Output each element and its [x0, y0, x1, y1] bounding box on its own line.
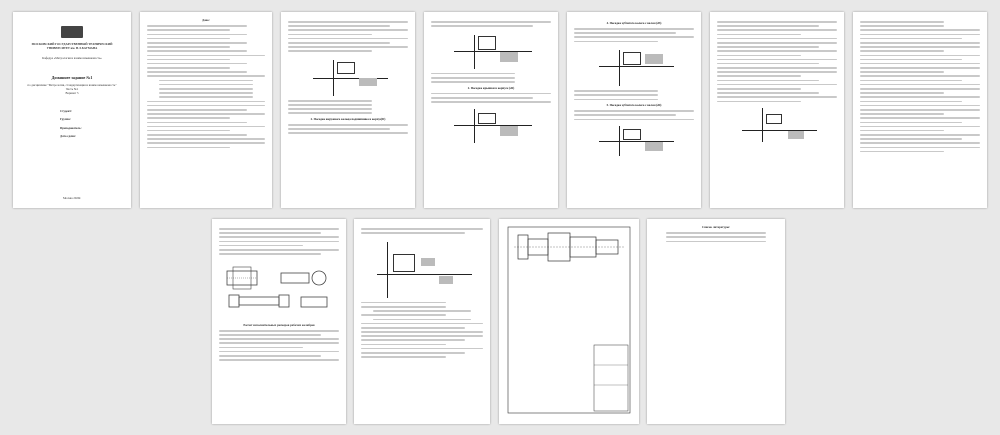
- work-title: Домашнее задание №1: [51, 74, 93, 80]
- shaft-drawing-svg: [506, 225, 632, 415]
- tolerance-diagram-calc: [732, 106, 822, 144]
- tolerance-diagram-cover: [446, 31, 536, 69]
- page-4-cover: [424, 12, 558, 208]
- given-heading: Дано:: [202, 18, 210, 22]
- page-6-calc: [710, 12, 844, 208]
- tolerance-diagram-gear: [589, 46, 679, 86]
- variant-label: Вариант 5: [65, 91, 79, 96]
- part-label: Часть №1: [65, 86, 79, 91]
- page-3-text: [288, 21, 408, 52]
- group-label: Группа:: [60, 117, 71, 122]
- page-7-fits: [853, 12, 987, 208]
- section-outer-ring-heading: 2. Посадка наружного кольца подшипника в корпус(D): [310, 117, 386, 122]
- page-11-references: [647, 219, 785, 424]
- page-3-text-2: [288, 100, 408, 114]
- page-4-text: [431, 21, 551, 27]
- date-label: Дата сдачи:: [60, 133, 76, 138]
- page-8-gauges: [212, 219, 346, 424]
- section-cover-heading: 2. Посадка крышки в корпусе (d2): [467, 85, 515, 90]
- page-5-text-3: [574, 110, 694, 120]
- page-3-text-3: [288, 124, 408, 134]
- page-8-text-2: [219, 330, 339, 361]
- page-5-text: [574, 28, 694, 42]
- references-heading: Список литературы:: [701, 225, 731, 229]
- page-9-text: [361, 228, 483, 234]
- gauge-caption: Расчет исполнительных размеров рабочих калибров: [243, 322, 315, 327]
- section-gear-heading-2: 5. Посадка зубчатого колеса с валом (d4): [606, 103, 662, 108]
- gauge-drawings: [219, 261, 339, 323]
- gauge-tolerance-diagram: [367, 238, 477, 298]
- page-4-text-2: [431, 73, 551, 83]
- references-list: [654, 232, 778, 242]
- page-2-given: [140, 12, 272, 208]
- discipline-subtitle: по дисциплине "Метрология, стандартизация и взаимозаменяемость": [27, 82, 117, 87]
- page-3-bearing-inner: [281, 12, 415, 208]
- page-1-title: [13, 12, 131, 208]
- tolerance-diagram-cover-2: [446, 107, 536, 143]
- department-name: Кафедра «Метрология и взаимозаменяемость»: [42, 56, 102, 61]
- page-9-text-2: [361, 302, 483, 358]
- page-5-gear: [567, 12, 701, 208]
- page-5-text-2: [574, 90, 694, 100]
- gauge-drawing-svg: [219, 261, 339, 321]
- page-8-text: [219, 228, 339, 255]
- page-6-text: [717, 21, 837, 102]
- teacher-label: Преподаватель:: [60, 125, 82, 130]
- section-gear-heading: 4. Посадка зубчатого колеса с валом (d3): [606, 21, 662, 25]
- page-4-text-3: [431, 93, 551, 103]
- page-7-text: [860, 21, 980, 152]
- tolerance-diagram-gear-2: [589, 124, 679, 158]
- university-name: МОСКОВСКИЙ ГОСУДАРСТВЕННЫЙ ТЕХНИЧЕСКИЙ УНИВЕРСИТЕТ им. Н.Э.БАУМАНА: [31, 42, 113, 51]
- given-text: [147, 25, 265, 148]
- university-logo: [61, 26, 83, 38]
- tolerance-diagram-shaft: [303, 56, 393, 96]
- city-year: Москва 2020г.: [62, 195, 82, 200]
- student-label: Студент:: [60, 109, 72, 114]
- page-9-gauge-diagram: [354, 219, 490, 424]
- page-10-shaft-drawing: [499, 219, 639, 424]
